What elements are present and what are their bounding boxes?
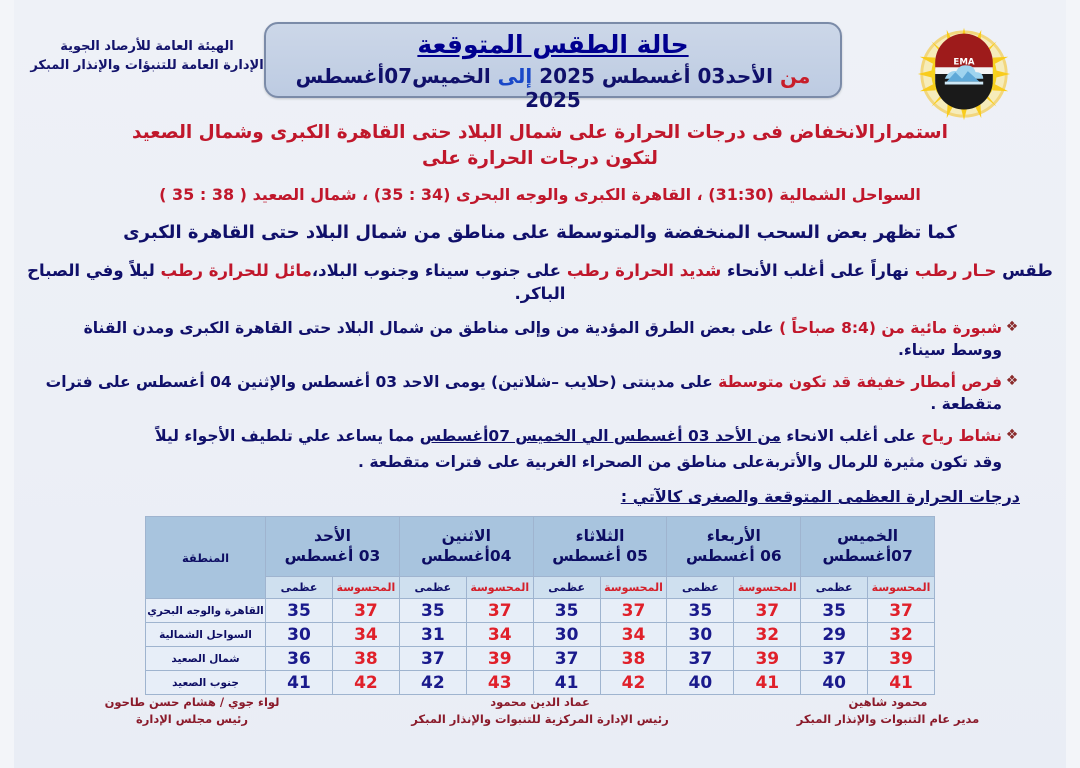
list-item [44, 317, 1022, 361]
list-item [44, 425, 1022, 473]
bullet-3-line2: وقد تكون مثيرة للرمال والأتربةعلى مناطق من الصحراء الغربية على فترات متقطعة . [358, 453, 1002, 472]
cell-max: 35 [399, 599, 466, 623]
table-row [146, 671, 935, 695]
table-row [146, 599, 935, 623]
signature-right-role: مدير عام التنبوات والإنذار المبكر [796, 711, 980, 726]
subheader-max: عظمى [533, 577, 600, 599]
weather-text-4: ليلاً وفي الصباح الباكر. [27, 261, 566, 304]
temperature-ranges: السواحل الشمالية (31:30) ، القاهرة الكبرى والوجه البحرى (34 : 35) ، شمال الصعيد ( 38 : 35 ) [159, 185, 921, 205]
signature-right-name: محمود شاهين [848, 694, 928, 709]
subheader-max: عظمى [399, 577, 466, 599]
signature-right [738, 694, 1038, 729]
cell-max: 41 [533, 671, 600, 695]
subheader-feel: المحسوسة [332, 577, 399, 599]
cell-feel: 39 [868, 647, 935, 671]
org-line-1: الهيئة العامة للأرصاد الجوية [60, 39, 234, 54]
bullet-diamond-icon: ❖ [1005, 427, 1019, 444]
signature-center-name: عماد الدين محمود [490, 694, 590, 709]
cell-feel: 42 [332, 671, 399, 695]
weather-description [26, 259, 1054, 305]
cell-feel: 37 [466, 599, 533, 623]
date-range-start: الأحد03 أغسطس 2025 [539, 64, 774, 88]
cell-max: 36 [266, 647, 333, 671]
day-header-thursday [801, 517, 935, 577]
table-caption: درجات الحرارة العظمى المتوقعة والصغرى كالآتي : [620, 487, 1020, 507]
weather-text-2: نهاراً على أغلب الأنحاء [721, 261, 915, 281]
page-title: حالة الطقس المتوقعة [417, 30, 689, 59]
bullet-3-rest2: مما يساعد علي تلطيف الأجواء ليلاً [155, 427, 420, 446]
cell-feel: 39 [734, 647, 801, 671]
row-region-label: القاهرة والوجه البحري [146, 599, 266, 623]
weather-highlight-3: مائل للحرارة رطب [160, 261, 312, 281]
weather-highlight-2: شديد الحرارة رطب [566, 261, 722, 281]
table-row [146, 647, 935, 671]
day-date: 06 أغسطس [685, 546, 782, 565]
bullet-list [26, 317, 1054, 473]
day-date: 03 أغسطس [284, 546, 381, 565]
day-header-wednesday [667, 517, 801, 577]
bullet-1-rest: على بعض الطرق المؤدية من وإلى مناطق من شمال البلاد حتى القاهرة الكبرى ومدن القناة ووسط سيناء. [83, 319, 1002, 360]
cell-max: 40 [667, 671, 734, 695]
signature-left-name: لواء جوي / هشام حسن طاحون [104, 694, 280, 709]
document-footer [0, 694, 1080, 729]
cell-max: 40 [801, 671, 868, 695]
cell-feel: 32 [868, 623, 935, 647]
summary-red-line-1: استمرارالانخفاض فى درجات الحرارة على شمال البلاد حتى القاهرة الكبرى وشمال الصعيد [132, 122, 948, 143]
subheader-max: عظمى [801, 577, 868, 599]
svg-text:EMA: EMA [953, 57, 975, 68]
date-range [266, 64, 840, 112]
org-line-2: الإدارة العامة للتنبؤات والإنذار المبكر [30, 57, 264, 73]
table-header-days [146, 517, 935, 577]
row-region-label: شمال الصعيد [146, 647, 266, 671]
day-name: الاثنين [441, 527, 491, 546]
bullet-diamond-icon: ❖ [1005, 319, 1019, 336]
subheader-feel: المحسوسة [466, 577, 533, 599]
cell-max: 37 [667, 647, 734, 671]
bullet-text-2 [44, 371, 1002, 415]
cell-feel: 38 [600, 647, 667, 671]
cell-feel: 42 [600, 671, 667, 695]
day-name: الأحد [313, 527, 351, 546]
organization-name [22, 38, 272, 76]
cell-feel: 41 [734, 671, 801, 695]
table-row [146, 623, 935, 647]
signature-left-role: رئيس مجلس الإدارة [135, 711, 248, 726]
bullet-2-rest: على مدينتى (حلايب –شلاتين) يومى الاحد 03 أغسطس والإثنين 04 أغسطس على فترات متقطعة . [45, 373, 1002, 414]
subheader-feel: المحسوسة [868, 577, 935, 599]
subheader-feel: المحسوسة [734, 577, 801, 599]
bullet-3-highlight: نشاط رياح [921, 427, 1002, 446]
cell-feel: 38 [332, 647, 399, 671]
bullet-3-underline: من الأحد 03 أغسطس الي الخميس 07أغسطس [419, 427, 781, 446]
cell-max: 35 [533, 599, 600, 623]
cell-feel: 32 [734, 623, 801, 647]
signature-left [42, 694, 342, 729]
bullet-1-highlight: شبورة مائية من (8:4 صباحاً ) [779, 319, 1002, 338]
region-column-header: المنطقة [146, 517, 266, 599]
day-header-monday [399, 517, 533, 577]
subheader-feel: المحسوسة [600, 577, 667, 599]
date-range-end: الخميس07أغسطس 2025 [295, 64, 581, 112]
cell-feel: 34 [332, 623, 399, 647]
bullet-3-rest: على أغلب الانحاء [780, 427, 922, 446]
bullet-text-1 [44, 317, 1002, 361]
cell-max: 30 [533, 623, 600, 647]
cell-max: 30 [266, 623, 333, 647]
day-date: 07أغسطس [822, 546, 913, 565]
bullet-text-3 [44, 425, 1002, 473]
forecast-table [145, 516, 935, 695]
cell-max: 31 [399, 623, 466, 647]
clouds-line: كما تظهر بعض السحب المنخفضة والمتوسطة على مناطق من شمال البلاد حتى القاهرة الكبرى [123, 222, 957, 244]
forecast-table-wrapper [145, 516, 935, 695]
day-name: الثلاثاء [575, 527, 625, 546]
date-range-to: إلى [497, 64, 533, 88]
row-region-label: جنوب الصعيد [146, 671, 266, 695]
cell-max: 35 [266, 599, 333, 623]
cell-feel: 37 [868, 599, 935, 623]
cell-feel: 39 [466, 647, 533, 671]
document-body [0, 120, 1080, 695]
row-region-label: السواحل الشمالية [146, 623, 266, 647]
day-date: 05 أغسطس [552, 546, 648, 565]
cell-max: 37 [801, 647, 868, 671]
day-header-tuesday [533, 517, 667, 577]
signature-center-role: رئيس الإدارة المركزية للتنبوات والإنذار المبكر [411, 711, 669, 726]
signature-center [390, 694, 690, 729]
date-range-from: من [780, 64, 811, 88]
cell-feel: 34 [466, 623, 533, 647]
cell-max: 42 [399, 671, 466, 695]
subheader-max: عظمى [266, 577, 333, 599]
bullet-diamond-icon: ❖ [1005, 373, 1019, 390]
list-item [44, 371, 1022, 415]
cell-max: 37 [399, 647, 466, 671]
cell-feel: 41 [868, 671, 935, 695]
weather-highlight-1: حـار رطب [914, 261, 997, 281]
cell-max: 35 [801, 599, 868, 623]
subheader-max: عظمى [667, 577, 734, 599]
cell-feel: 43 [466, 671, 533, 695]
cell-max: 41 [266, 671, 333, 695]
day-name: الأربعاء [706, 527, 761, 546]
cell-max: 35 [667, 599, 734, 623]
cell-feel: 34 [600, 623, 667, 647]
title-box [264, 22, 842, 112]
day-date: 04أغسطس [421, 546, 512, 565]
summary-red-line-2: لتكون درجات الحرارة على [422, 147, 658, 169]
day-header-sunday [266, 517, 400, 577]
weather-text-1: طقس [996, 261, 1053, 281]
cell-max: 29 [801, 623, 868, 647]
cell-max: 37 [533, 647, 600, 671]
cell-max: 30 [667, 623, 734, 647]
ema-logo-icon [916, 26, 1012, 122]
document-header [0, 0, 1080, 110]
cell-feel: 37 [734, 599, 801, 623]
day-name: الخميس [837, 527, 899, 546]
cell-feel: 37 [600, 599, 667, 623]
bullet-2-highlight: فرص أمطار خفيفة قد تكون متوسطة [718, 373, 1002, 392]
cell-feel: 37 [332, 599, 399, 623]
weather-text-3: على جنوب سيناء وجنوب البلاد، [311, 261, 567, 281]
